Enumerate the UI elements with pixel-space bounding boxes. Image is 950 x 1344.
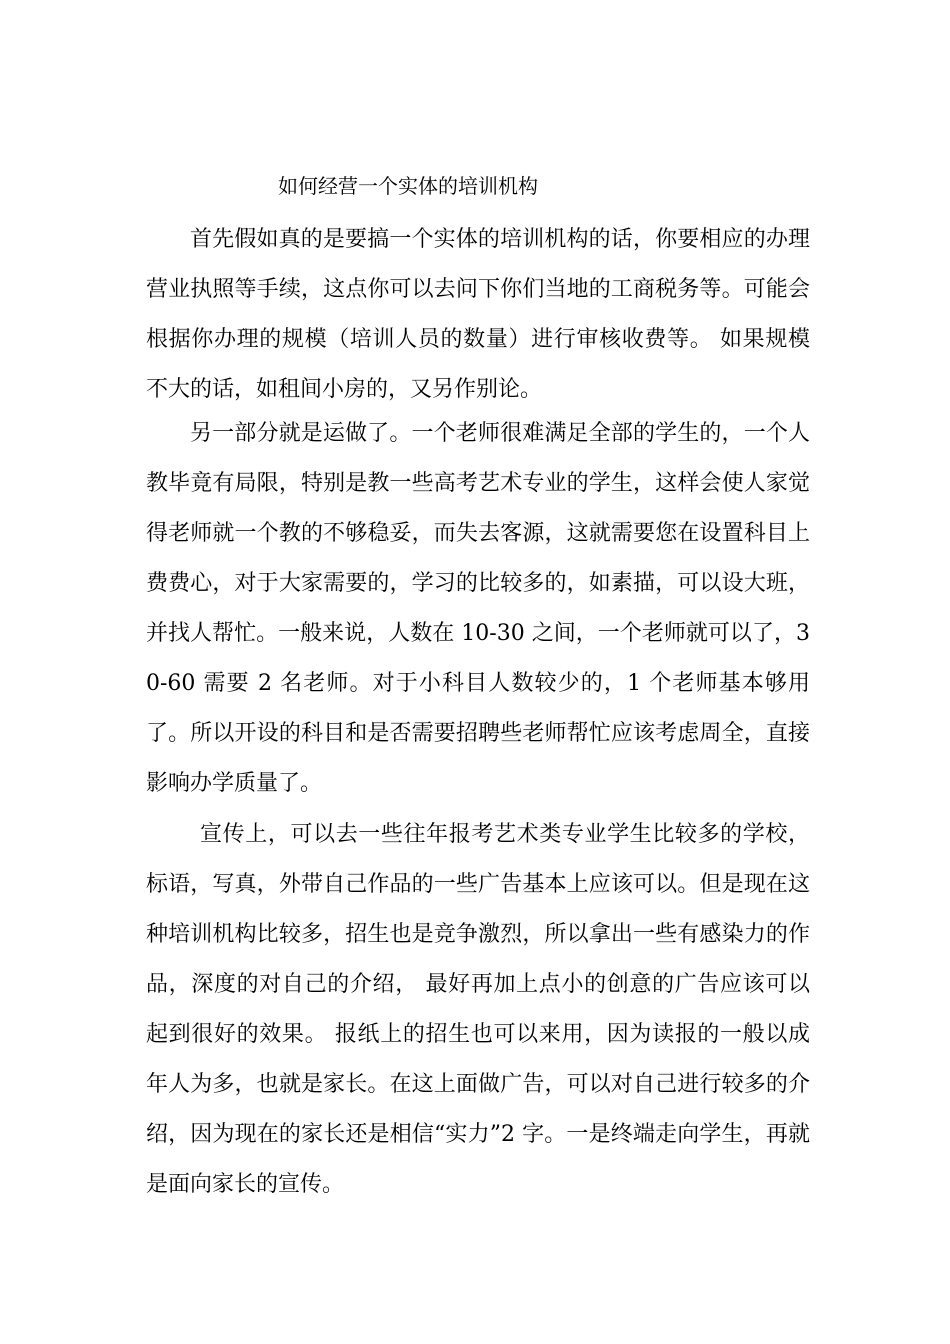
paragraph-promotion: 宣传上，可以去一些往年报考艺术类专业学生比较多的学校，标语，写真，外带自己作品的一些广告基本上应该可以。但是现在这种培训机构比较多，招生也是竞争激烈，所以拿出一些有感染力的作品，深度的对自己的介绍， 最好再加上点小的创意的广告应该可以起到很好的效果。 报纸上的招生也可以来用，因为读报的一般以成年人为多，也就是家长。在这上面做广告，可以对自己进行较多的介绍，因为现在的家长还是相信“实力”2 字。一是终端走向学生，再就是面向家长的宣传。 — [146, 822, 810, 1197]
paragraph-operation: 另一部分就是运做了。一个老师很难满足全部的学生的，一个人教毕竟有局限，特别是教一些高考艺术专业的学生，这样会使人家觉得老师就一个教的不够稳妥，而失去客源，这就需要您在设置科目上费费心，对于大家需要的，学习的比较多的，如素描，可以设大班，并找人帮忙。一般来说，人数在 10-30 之间，一个老师就可以了，30-60 需要 2 名老师。对于小科目人数较少的，1 个老师基本够用了。所以开设的科目和是否需要招聘些老师帮忙应该考虑周全，直接影响办学质量了。 — [146, 421, 810, 796]
paragraph-licensing: 首先假如真的是要搞一个实体的培训机构的话，你要相应的办理营业执照等手续，这点你可以去问下你们当地的工商税务等。可能会根据你办理的规模（培训人员的数量）进行审核收费等。 如果规模不大的话，如租间小房的，又另作别论。 — [146, 227, 810, 402]
document-title: 如何经营一个实体的培训机构 — [278, 174, 538, 198]
